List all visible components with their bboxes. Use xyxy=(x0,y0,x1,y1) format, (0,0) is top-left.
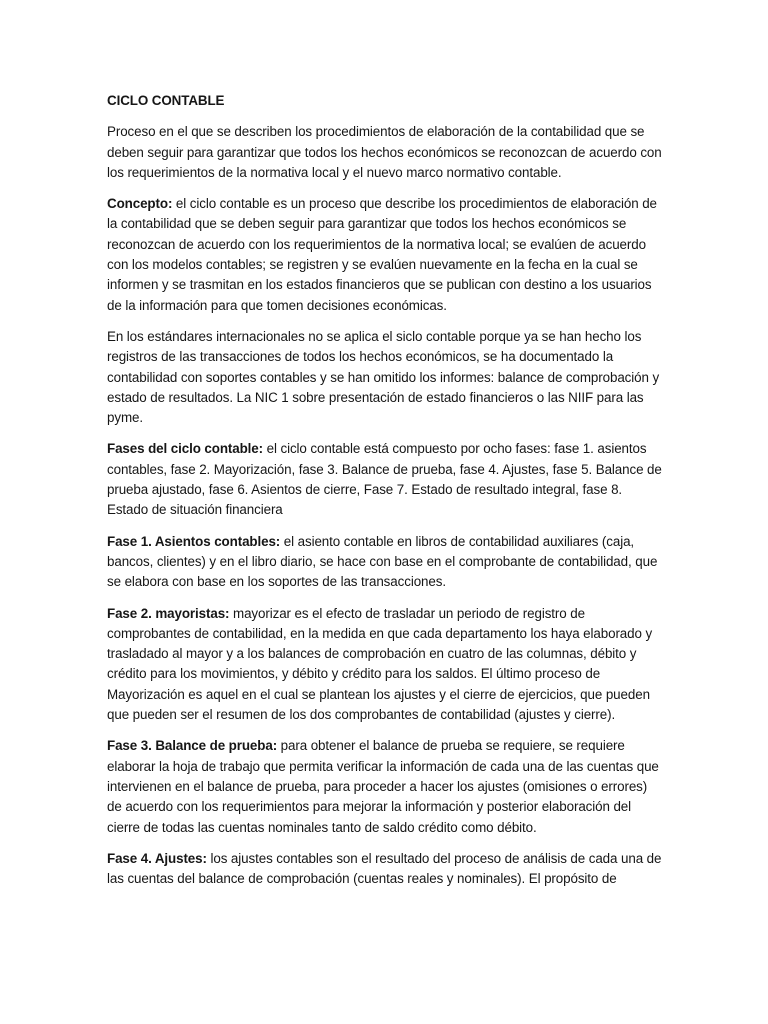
paragraph-estandares xyxy=(107,327,662,428)
paragraph-lead: Fase 2. mayoristas: xyxy=(107,605,230,621)
paragraph-text: el ciclo contable está compuesto por ocho fases: fase 1. asientos contables, fase 2. Mayorización, fase 3. Balance de prueba, fase 4. Ajustes, fase 5. Balance de prueba ajustado, fase 6. Asientos de cierre, Fase 7. Estado de resultado integral, fase 8. Estado de situación financiera xyxy=(107,441,662,518)
paragraph-lead: Fase 4. Ajustes: xyxy=(107,850,207,866)
paragraph-fase-2 xyxy=(107,604,662,726)
paragraph-intro xyxy=(107,122,662,183)
paragraph-lead: Fases del ciclo contable: xyxy=(107,441,264,457)
paragraph-text: En los estándares internacionales no se aplica el siclo contable porque ya se han hecho los registros de las transacciones de todos los hechos económicos, se ha documentado la contabilidad con soportes contables y se han omitido los informes: balance de comprobación y estado de resultados. La NIC 1 sobre presentación de estado financieros o las NIIF para las pyme. xyxy=(107,328,660,426)
paragraph-fases xyxy=(107,439,662,520)
document-page xyxy=(107,91,662,900)
paragraph-text: mayorizar es el efecto de trasladar un periodo de registro de comprobantes de contabilidad, en la medida en que cada departamento los haya elaborado y trasladado al mayor y a los balances de comprobación en cuatro de las columnas, débito y crédito para los movimientos, y débito y crédito para los saldos. El último proceso de Mayorización es aquel en el cual se plantean los ajustes y el cierre de ejercicios, que pueden que pueden ser el resumen de los dos comprobantes de contabilidad (ajustes y cierre). xyxy=(107,605,653,723)
paragraph-text: los ajustes contables son el resultado del proceso de análisis de cada una de las cuentas del balance de comprobación (cuentas reales y nominales). El propósito de xyxy=(107,850,662,887)
paragraph-text: Proceso en el que se describen los procedimientos de elaboración de la contabilidad que se deben seguir para garantizar que todos los hechos económicos se reconozcan de acuerdo con los requerimientos de la normativa local y el nuevo marco normativo contable. xyxy=(107,124,662,180)
paragraph-lead: Concepto: xyxy=(107,196,173,212)
paragraph-concepto xyxy=(107,194,662,316)
paragraph-lead: Fase 3. Balance de prueba: xyxy=(107,738,278,754)
document-title: CICLO CONTABLE xyxy=(107,93,225,108)
paragraph-text: el asiento contable en libros de contabilidad auxiliares (caja, bancos, clientes) y en el libro diario, se hace con base en el comprobante de contabilidad, que se elabora con base en los soportes de las transacciones. xyxy=(107,533,658,590)
paragraph-text: el ciclo contable es un proceso que describe los procedimientos de elaboración de la contabilidad que se deben seguir para garantizar que todos los hechos económicos se reconozcan de acuerdo con los requerimientos de la normativa local; se evalúen de acuerdo con los modelos contables; se registren y se evalúen nuevamente en la fecha en la cual se informen y se trasmitan en los estados financieros que se publican con destino a los usuarios de la información para que tomen decisiones económicas. xyxy=(107,196,657,313)
paragraph-fase-3 xyxy=(107,736,662,837)
paragraph-text: para obtener el balance de prueba se requiere, se requiere elaborar la hoja de trabajo que permita verificar la información de cada una de las cuentas que intervienen en el balance de prueba, para proceder a hacer los ajustes (omisiones o errores) de acuerdo con los requerimientos para mejorar la información y posterior elaboración del cierre de todas las cuentas nominales tanto de saldo crédito como débito. xyxy=(107,738,659,835)
paragraph-fase-4 xyxy=(107,849,662,890)
paragraph-lead: Fase 1. Asientos contables: xyxy=(107,533,281,549)
paragraph-fase-1 xyxy=(107,532,662,593)
